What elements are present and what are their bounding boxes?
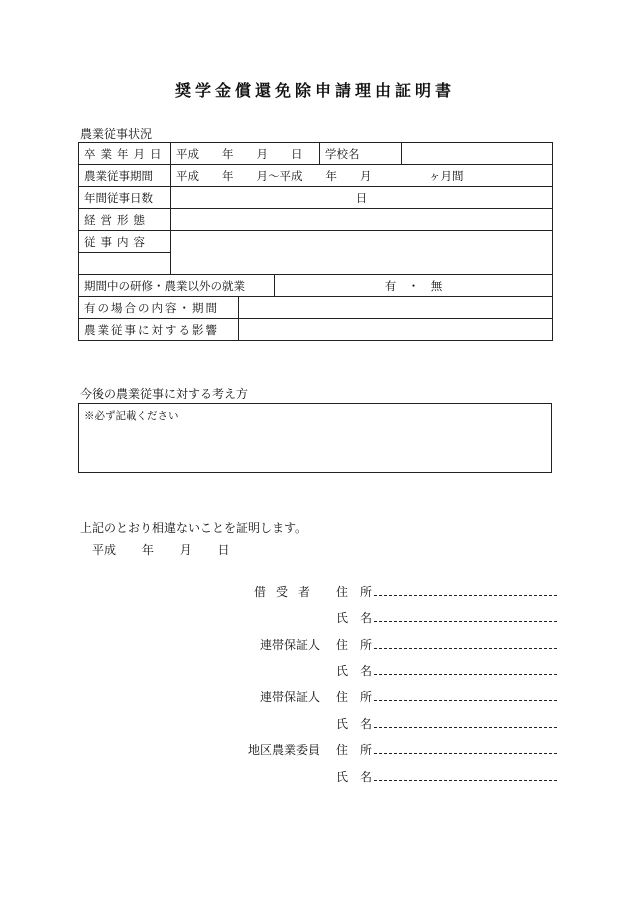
committee-name[interactable]: 氏 名 — [336, 768, 557, 785]
signature-line — [374, 690, 557, 701]
guarantor1-label: 連帯保証人 — [259, 638, 320, 652]
signature-line — [374, 664, 557, 675]
farm-status-table — [78, 142, 553, 341]
farming-period-label: 農業従事期間 — [79, 165, 171, 187]
management-type-label: 経営形態 — [79, 209, 171, 231]
table-row — [79, 297, 553, 319]
annual-days-label: 年間従事日数 — [79, 187, 171, 209]
graduation-date-label: 卒業年月日 — [79, 143, 171, 165]
date-month: 月 — [179, 543, 192, 557]
signature-line — [374, 717, 557, 728]
school-name-label: 学校名 — [320, 143, 402, 165]
work-content-spacer — [79, 253, 171, 275]
signature-line — [374, 638, 557, 649]
detail-label: 有の場合の内容・期間 — [79, 297, 239, 319]
certification-date — [92, 541, 252, 558]
farm-status-label: 農業従事状況 — [80, 127, 153, 141]
school-name-field[interactable] — [402, 143, 553, 165]
detail-field[interactable] — [239, 297, 553, 319]
certification-statement: 上記のとおり相違ないことを証明します。 — [80, 521, 308, 535]
guarantor2-label: 連帯保証人 — [259, 690, 320, 704]
days-unit: 日 — [355, 190, 368, 205]
graduation-date-field[interactable]: 平成 年 月 日 — [171, 143, 320, 165]
guarantor2-name[interactable]: 氏 名 — [336, 715, 557, 732]
impact-field[interactable] — [239, 319, 553, 341]
signature-line — [374, 611, 557, 622]
impact-label: 農業従事に対する影響 — [79, 319, 239, 341]
notes-placeholder: ※必ず記載ください — [84, 410, 179, 422]
annual-days-field[interactable] — [171, 187, 553, 209]
management-type-field[interactable] — [171, 209, 553, 231]
work-content-label: 従事内容 — [79, 231, 171, 253]
table-row — [79, 187, 553, 209]
signature-line — [374, 585, 557, 596]
future-outlook-box[interactable] — [78, 403, 552, 473]
document-title: 奨学金償還免除申請理由証明書 — [174, 81, 455, 100]
training-label: 期間中の研修・農業以外の就業 — [79, 275, 275, 297]
committee-address[interactable]: 住 所 — [336, 741, 557, 758]
training-choice[interactable]: 有 ・ 無 — [275, 275, 553, 297]
signature-line — [374, 743, 557, 754]
table-row — [79, 275, 553, 297]
table-row — [79, 319, 553, 341]
guarantor2-address[interactable]: 住 所 — [336, 688, 557, 705]
signature-line — [374, 770, 557, 781]
date-year: 年 — [141, 543, 154, 557]
guarantor1-address[interactable]: 住 所 — [336, 636, 557, 653]
future-outlook-label: 今後の農業従事に対する考え方 — [80, 387, 249, 401]
borrower-name[interactable]: 氏 名 — [336, 609, 557, 626]
committee-label: 地区農業委員 — [247, 743, 320, 757]
table-row — [79, 165, 553, 187]
table-row — [79, 143, 553, 165]
farming-period-field[interactable]: 平成 年 月～平成 年 月 ヶ月間 — [171, 165, 553, 187]
table-row — [79, 231, 553, 253]
work-content-field[interactable] — [171, 231, 553, 275]
guarantor1-name[interactable]: 氏 名 — [336, 662, 557, 679]
date-day: 日 — [217, 543, 230, 557]
borrower-address[interactable]: 住 所 — [336, 583, 557, 600]
date-era: 平成 — [92, 543, 117, 557]
table-row — [79, 209, 553, 231]
borrower-label: 借受者 — [253, 585, 320, 599]
